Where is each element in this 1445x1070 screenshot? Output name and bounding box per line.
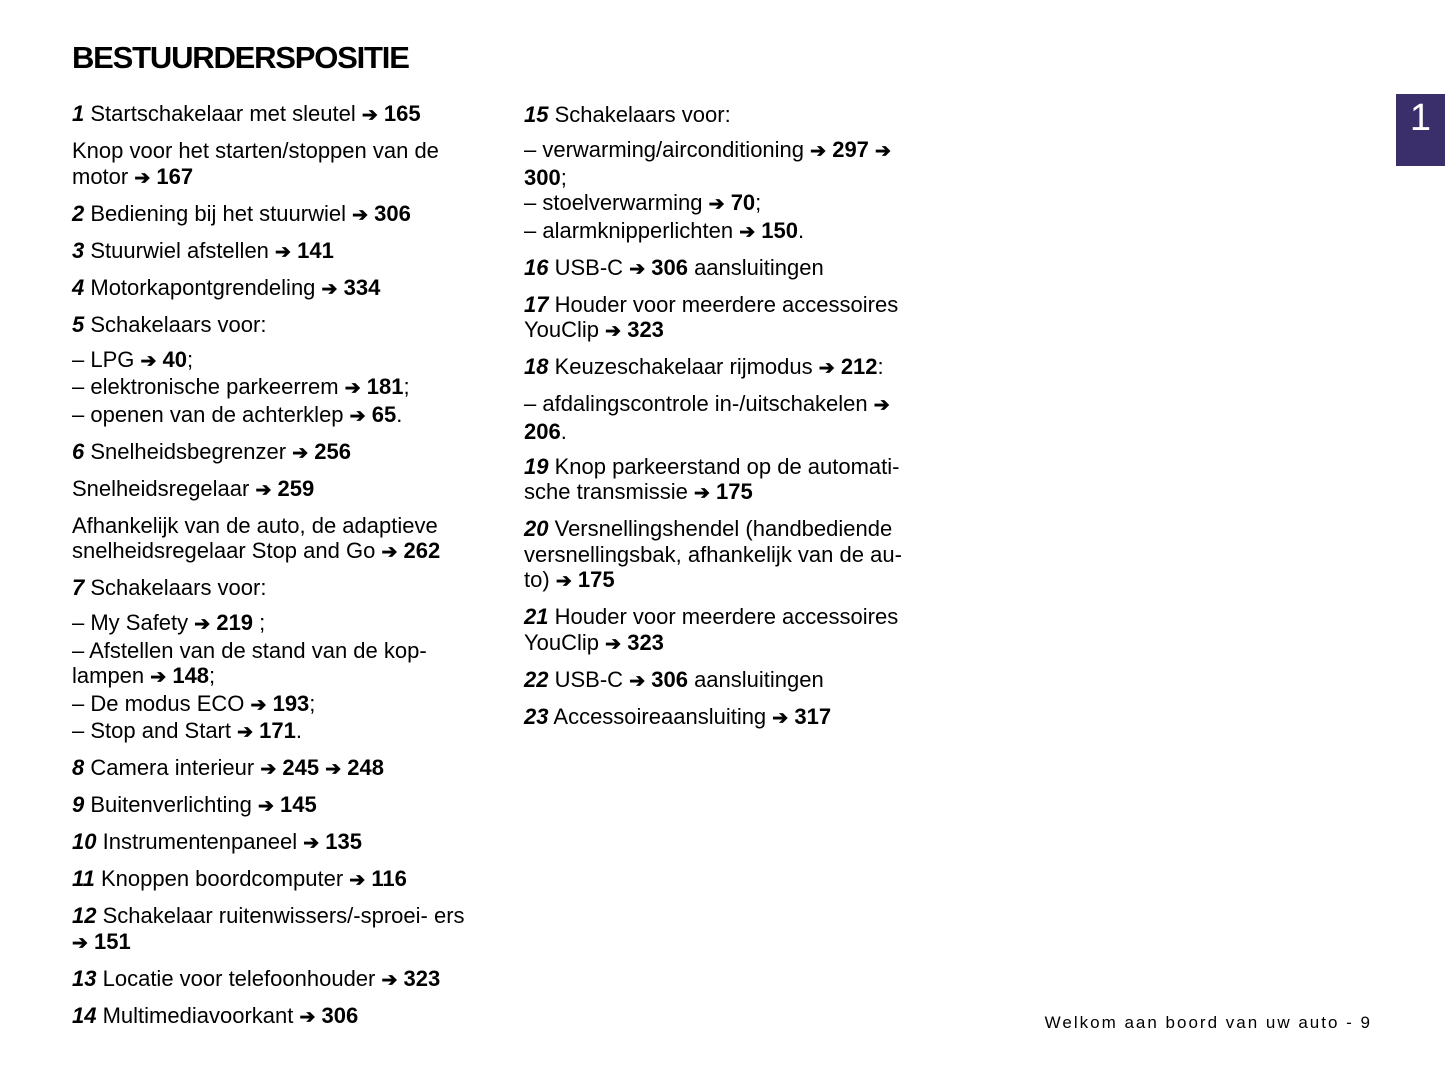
item-label: Multimediavoorkant bbox=[102, 1002, 294, 1028]
item-number: 7 bbox=[72, 575, 85, 600]
arrow-icon: ➔ bbox=[629, 258, 646, 280]
arrow-icon: ➔ bbox=[352, 204, 369, 226]
item-label: Afhankelijk van de auto, de adaptieve snelheidsregelaar Stop and Go bbox=[72, 512, 438, 563]
list-item bbox=[72, 575, 472, 601]
arrow-icon: ➔ bbox=[194, 614, 211, 635]
arrow-icon: ➔ bbox=[629, 670, 646, 692]
list-item bbox=[524, 354, 924, 382]
sub-item-label: – Stop and Start bbox=[72, 718, 231, 743]
item-label: Snelheidsbegrenzer bbox=[90, 438, 287, 464]
item-number: 2 bbox=[72, 200, 85, 226]
sub-item bbox=[72, 638, 472, 691]
punctuation: . bbox=[295, 718, 303, 743]
arrow-icon: ➔ bbox=[818, 358, 835, 379]
page-ref: 167 bbox=[156, 163, 194, 189]
item-number: 4 bbox=[72, 274, 85, 300]
sub-item-label: – Afstellen van de stand van de kop- lampen bbox=[72, 637, 427, 688]
page-ref: 259 bbox=[277, 475, 315, 501]
arrow-icon: ➔ bbox=[72, 932, 88, 954]
sub-item bbox=[72, 402, 472, 430]
chapter-tab: 1 bbox=[1396, 94, 1445, 166]
item-label: USB-C bbox=[554, 254, 624, 280]
sub-item-label: – verwarming/airconditioning bbox=[524, 137, 805, 162]
arrow-icon: ➔ bbox=[299, 1006, 316, 1028]
arrow-icon: ➔ bbox=[349, 870, 366, 891]
arrow-icon: ➔ bbox=[250, 694, 267, 716]
list-item bbox=[72, 513, 472, 566]
item-label: Schakelaars voor: bbox=[554, 102, 731, 127]
item-label: Buitenverlichting bbox=[90, 792, 252, 817]
punctuation: ; bbox=[403, 374, 410, 399]
list-item bbox=[524, 667, 924, 695]
item-label: Accessoireaansluiting bbox=[553, 703, 767, 729]
sub-item bbox=[524, 137, 924, 190]
sub-item-label: – elektronische parkeerrem bbox=[72, 374, 339, 399]
page-ref: 65 bbox=[371, 401, 397, 427]
page-ref: 148 bbox=[172, 663, 210, 688]
item-label: Motorkapontgrendeling bbox=[90, 274, 316, 300]
arrow-icon: ➔ bbox=[255, 479, 272, 501]
sub-item bbox=[72, 691, 472, 719]
item-label: Startschakelaar met sleutel bbox=[90, 101, 356, 126]
page-title: BESTUURDERSPOSITIE bbox=[72, 40, 409, 75]
sub-item bbox=[524, 190, 924, 218]
punctuation: ; bbox=[209, 663, 216, 688]
arrow-icon: ➔ bbox=[875, 141, 891, 162]
arrow-icon: ➔ bbox=[325, 759, 342, 780]
page-ref: 300 bbox=[524, 164, 561, 190]
list-item bbox=[524, 604, 924, 657]
arrow-icon: ➔ bbox=[303, 833, 320, 854]
list-item bbox=[524, 102, 924, 128]
list-item bbox=[72, 201, 472, 229]
list-item bbox=[524, 255, 924, 283]
sub-item bbox=[524, 391, 924, 444]
item-number: 18 bbox=[524, 354, 549, 379]
item-number: 13 bbox=[72, 965, 97, 991]
arrow-icon: ➔ bbox=[292, 442, 309, 464]
page-ref: 212 bbox=[840, 354, 878, 379]
arrow-icon: ➔ bbox=[344, 378, 361, 399]
item-number: 8 bbox=[72, 755, 85, 780]
arrow-icon: ➔ bbox=[693, 483, 710, 504]
arrow-icon: ➔ bbox=[739, 221, 756, 243]
page-ref: 116 bbox=[371, 866, 407, 891]
sub-list bbox=[72, 347, 472, 430]
item-number: 20 bbox=[524, 516, 549, 541]
page-footer: Welkom aan boord van uw auto - 9 bbox=[1044, 1013, 1372, 1032]
list-item bbox=[72, 238, 472, 266]
sub-item-label: – LPG bbox=[72, 346, 135, 372]
sub-item-label: – stoelverwarming bbox=[524, 190, 703, 215]
page-ref: 334 bbox=[343, 274, 381, 300]
page-ref: 145 bbox=[279, 792, 317, 817]
item-number: 21 bbox=[524, 604, 549, 629]
item-number: 23 bbox=[524, 703, 549, 729]
page-ref: 171 bbox=[259, 718, 296, 743]
list-item bbox=[72, 755, 472, 783]
item-label: Schakelaar ruitenwissers/-sproei- ers bbox=[102, 903, 465, 928]
arrow-icon: ➔ bbox=[134, 167, 151, 189]
page-ref: 175 bbox=[577, 567, 615, 592]
item-label: Instrumentenpaneel bbox=[102, 829, 298, 854]
item-number: 11 bbox=[72, 866, 95, 891]
arrow-icon: ➔ bbox=[605, 321, 622, 342]
sub-item-label: – My Safety bbox=[72, 610, 189, 635]
punctuation: ; bbox=[309, 690, 316, 716]
item-label: Camera interieur bbox=[90, 755, 255, 780]
arrow-icon: ➔ bbox=[873, 395, 890, 416]
arrow-icon: ➔ bbox=[361, 105, 378, 126]
sub-item-label: – De modus ECO bbox=[72, 690, 245, 716]
page-ref: 262 bbox=[403, 538, 441, 563]
punctuation: . bbox=[396, 401, 403, 427]
page-ref: 151 bbox=[94, 928, 131, 954]
arrow-icon: ➔ bbox=[708, 194, 725, 215]
item-label: Knop voor het starten/stoppen van de motor bbox=[72, 138, 439, 189]
item-label: Stuurwiel afstellen bbox=[90, 237, 269, 263]
page-ref: 175 bbox=[716, 479, 753, 504]
page-ref: 135 bbox=[325, 829, 362, 854]
item-label: Versnellingshendel (handbediende versnellingsbak, afhankelijk van de au- to) bbox=[524, 516, 902, 592]
page-ref: 206 bbox=[524, 418, 561, 444]
arrow-icon: ➔ bbox=[257, 796, 274, 817]
page-ref: 219 bbox=[216, 610, 254, 635]
arrow-icon: ➔ bbox=[150, 667, 167, 688]
sub-item bbox=[72, 347, 472, 375]
list-item bbox=[72, 101, 472, 129]
arrow-icon: ➔ bbox=[260, 759, 277, 780]
page-ref: 306 bbox=[374, 200, 411, 226]
list-item bbox=[72, 1003, 472, 1031]
item-label: Bediening bij het stuurwiel bbox=[90, 200, 346, 226]
page-ref: 181 bbox=[366, 374, 404, 399]
arrow-icon: ➔ bbox=[381, 969, 398, 991]
item-label: Knoppen boordcomputer bbox=[100, 866, 344, 891]
list-item bbox=[72, 792, 472, 820]
item-label: Houder voor meerdere accessoires YouClip bbox=[524, 291, 899, 342]
item-label: Locatie voor telefoonhouder bbox=[102, 965, 376, 991]
arrow-icon: ➔ bbox=[381, 542, 398, 563]
list-item bbox=[72, 275, 472, 303]
arrow-icon: ➔ bbox=[275, 241, 291, 263]
sub-item bbox=[72, 374, 472, 402]
arrow-icon: ➔ bbox=[140, 350, 157, 372]
list-item bbox=[72, 138, 472, 191]
list-item bbox=[524, 292, 924, 345]
page-ref: 297 bbox=[832, 137, 869, 162]
list-item bbox=[524, 516, 924, 595]
item-label: Schakelaars voor: bbox=[90, 575, 267, 600]
item-number: 17 bbox=[524, 291, 549, 317]
arrow-icon: ➔ bbox=[321, 278, 338, 300]
punctuation: : bbox=[877, 354, 884, 379]
page-ref: 193 bbox=[272, 690, 310, 716]
item-number: 6 bbox=[72, 438, 85, 464]
page-ref: 40 bbox=[162, 346, 188, 372]
item-number: 9 bbox=[72, 792, 85, 817]
arrow-icon: ➔ bbox=[237, 722, 254, 743]
page-ref: 165 bbox=[383, 101, 421, 126]
sub-list bbox=[524, 137, 924, 245]
item-label: Houder voor meerdere accessoires YouClip bbox=[524, 604, 899, 655]
list-item bbox=[524, 704, 924, 732]
sub-item bbox=[72, 718, 472, 746]
sub-item-label: – afdalingscontrole in-/uitschakelen bbox=[524, 391, 868, 416]
page-ref: 150 bbox=[761, 217, 798, 243]
punctuation: ; bbox=[560, 164, 567, 190]
item-number: 19 bbox=[524, 453, 549, 479]
sub-item-label: – alarmknipperlichten bbox=[524, 217, 734, 243]
punctuation: . bbox=[560, 418, 567, 444]
sub-item bbox=[524, 218, 924, 246]
item-label: Keuzeschakelaar rijmodus bbox=[554, 354, 813, 379]
page-ref: 245 bbox=[282, 755, 320, 780]
list-item bbox=[72, 439, 472, 467]
page-ref: 248 bbox=[347, 755, 384, 780]
item-label: USB-C bbox=[554, 666, 624, 692]
item-number: 5 bbox=[72, 311, 85, 337]
page-ref: 306 bbox=[651, 666, 688, 692]
item-number: 3 bbox=[72, 237, 85, 263]
page-ref: 323 bbox=[627, 629, 664, 655]
item-number: 14 bbox=[72, 1002, 97, 1028]
page-ref: 70 bbox=[730, 190, 756, 215]
sub-item bbox=[72, 610, 472, 638]
punctuation: ; bbox=[253, 610, 266, 635]
list-item bbox=[72, 866, 472, 894]
punctuation: ; bbox=[187, 346, 194, 372]
item-number: 12 bbox=[72, 903, 97, 928]
list-item bbox=[72, 476, 472, 504]
left-column bbox=[72, 101, 472, 1040]
list-item bbox=[72, 829, 472, 857]
list-item bbox=[524, 454, 924, 507]
item-number: 16 bbox=[524, 254, 549, 280]
item-number: 1 bbox=[72, 101, 85, 126]
arrow-icon: ➔ bbox=[605, 633, 622, 655]
item-label: Knop parkeerstand op de automati- sche transmissie bbox=[524, 453, 900, 504]
page-ref: 317 bbox=[794, 703, 832, 729]
item-number: 10 bbox=[72, 829, 97, 854]
page-ref: 323 bbox=[627, 317, 664, 342]
item-number: 22 bbox=[524, 666, 549, 692]
page-ref: 141 bbox=[297, 237, 334, 263]
item-label-suffix: aansluitingen bbox=[687, 254, 824, 280]
item-label-suffix: aansluitingen bbox=[687, 666, 824, 692]
arrow-icon: ➔ bbox=[810, 141, 827, 162]
punctuation: ; bbox=[755, 190, 762, 215]
item-label: Schakelaars voor: bbox=[90, 311, 267, 337]
list-item bbox=[72, 966, 472, 994]
item-number: 15 bbox=[524, 102, 549, 127]
item-label: Snelheidsregelaar bbox=[72, 475, 250, 501]
page-ref: 306 bbox=[651, 254, 688, 280]
sub-list bbox=[524, 391, 924, 444]
list-item bbox=[72, 312, 472, 338]
page-ref: 323 bbox=[403, 965, 441, 991]
arrow-icon: ➔ bbox=[555, 571, 572, 592]
arrow-icon: ➔ bbox=[772, 707, 789, 729]
page-ref: 256 bbox=[314, 438, 351, 464]
sub-item-label: – openen van de achterklep bbox=[72, 401, 344, 427]
list-item bbox=[72, 903, 472, 956]
punctuation: . bbox=[798, 217, 805, 243]
page-ref: 306 bbox=[321, 1002, 359, 1028]
right-column bbox=[524, 102, 924, 741]
sub-list bbox=[72, 610, 472, 746]
arrow-icon: ➔ bbox=[349, 405, 366, 427]
